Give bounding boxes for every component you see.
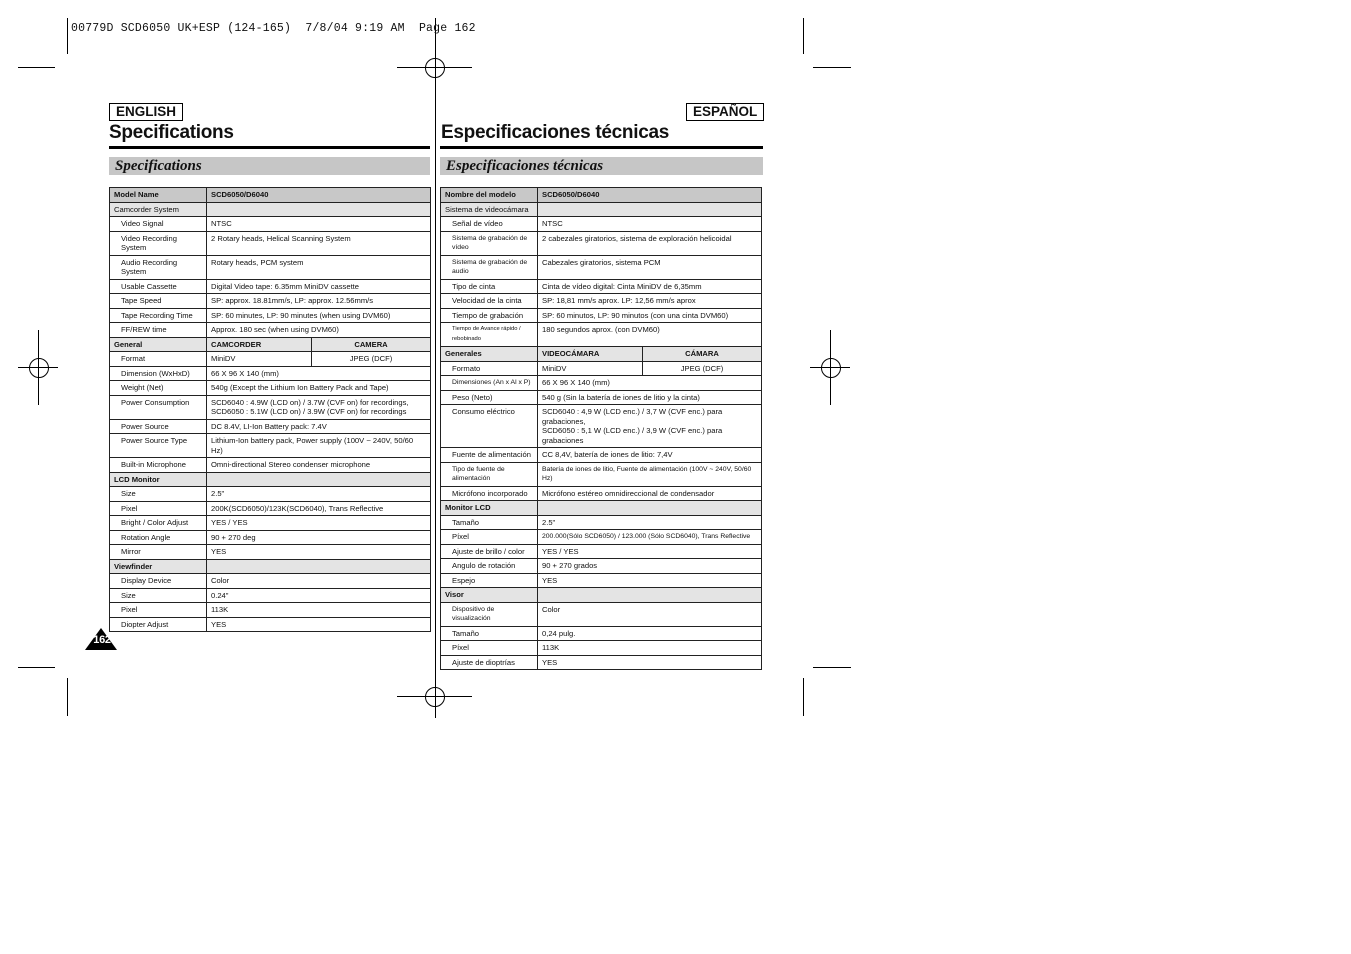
- table-row: [441, 279, 762, 294]
- spec-label: Píxel: [441, 530, 538, 545]
- registration-target: [810, 367, 850, 368]
- crop-mark: [813, 67, 851, 68]
- spec-value: Cinta de vídeo digital: Cinta MiniDV de 6,35mm: [538, 279, 762, 294]
- spec-label: Video Recording System: [110, 231, 207, 255]
- spec-label: Video Signal: [110, 217, 207, 232]
- registration-target: [397, 696, 472, 697]
- table-row: [110, 231, 431, 255]
- spec-label: Size: [110, 487, 207, 502]
- spec-value: 0,24 pulg.: [538, 626, 762, 641]
- spec-value: YES: [538, 573, 762, 588]
- crop-mark: [18, 667, 55, 668]
- spec-label: Formato: [441, 361, 538, 376]
- spec-label: Pixel: [110, 501, 207, 516]
- crop-mark: [18, 67, 55, 68]
- spec-table-english: [109, 187, 431, 632]
- section-bar-english: [109, 157, 430, 175]
- table-row: [110, 530, 431, 545]
- spec-label: Weight (Net): [110, 381, 207, 396]
- table-row: [110, 516, 431, 531]
- table-row: [441, 462, 762, 486]
- spec-value: 90 + 270 grados: [538, 559, 762, 574]
- table-row: [441, 308, 762, 323]
- spec-value: 200.000(Sólo SCD6050) / 123.000 (Sólo SCD6040), Trans Reflective: [538, 530, 762, 545]
- table-group-row: [110, 202, 431, 217]
- registration-target: [425, 58, 445, 78]
- registration-target: [425, 687, 445, 707]
- spec-value: [538, 405, 762, 448]
- spec-value: JPEG (DCF): [312, 352, 431, 367]
- spec-value: MiniDV: [538, 361, 643, 376]
- subcolumn-header: CÁMARA: [643, 347, 762, 362]
- spec-label: Ajuste de brillo / color: [441, 544, 538, 559]
- spec-label: Sistema de grabación de audio: [441, 255, 538, 279]
- spec-label: Espejo: [441, 573, 538, 588]
- crop-mark: [67, 18, 68, 54]
- spec-value: 113K: [207, 603, 431, 618]
- group-label: Generales: [441, 347, 538, 362]
- spec-label: Power Source Type: [110, 434, 207, 458]
- spec-label: Bright / Color Adjust: [110, 516, 207, 531]
- table-row: [110, 545, 431, 560]
- table-row: [110, 419, 431, 434]
- table-group-row: [441, 347, 762, 362]
- spec-value: MiniDV: [207, 352, 312, 367]
- registration-target: [821, 358, 841, 378]
- spec-label: Display Device: [110, 574, 207, 589]
- table-row: [441, 323, 762, 347]
- language-tag-english: ENGLISH: [109, 103, 183, 121]
- spec-value: CC 8,4V, batería de iones de litio: 7,4V: [538, 448, 762, 463]
- spec-label: Format: [110, 352, 207, 367]
- spec-label: Tipo de fuente de alimentación: [441, 462, 538, 486]
- table-header-row: [110, 188, 431, 203]
- spec-value: Digital Video tape: 6.35mm MiniDV cassette: [207, 279, 431, 294]
- group-value: [538, 588, 762, 603]
- subcolumn-header: CAMCORDER: [207, 337, 312, 352]
- table-row: [110, 366, 431, 381]
- spec-value: 66 X 96 X 140 (mm): [207, 366, 431, 381]
- registration-target: [397, 67, 472, 68]
- crop-mark: [803, 18, 804, 54]
- crop-mark: [67, 678, 68, 716]
- group-label: Sistema de videocámara: [441, 202, 538, 217]
- spec-label: Mirror: [110, 545, 207, 560]
- table-row: [110, 279, 431, 294]
- spec-value: SP: approx. 18.81mm/s, LP: approx. 12.56mm/s: [207, 294, 431, 309]
- table-group-row: [110, 472, 431, 487]
- table-row: [441, 217, 762, 232]
- spec-value: Rotary heads, PCM system: [207, 255, 431, 279]
- spec-value: 66 X 96 X 140 (mm): [538, 376, 762, 391]
- spec-label: Rotation Angle: [110, 530, 207, 545]
- spec-label: Dispositivo de visualización: [441, 602, 538, 626]
- table-row: [110, 617, 431, 632]
- spec-value: SP: 18,81 mm/s aprox. LP: 12,56 mm/s aprox: [538, 294, 762, 309]
- title-rule: [440, 146, 763, 149]
- table-row: [110, 487, 431, 502]
- spec-value: YES / YES: [207, 516, 431, 531]
- table-row: [110, 434, 431, 458]
- spec-label: Consumo eléctrico: [441, 405, 538, 448]
- spec-value: Approx. 180 sec (when using DVM60): [207, 323, 431, 338]
- group-value: [207, 472, 431, 487]
- spec-label: Size: [110, 588, 207, 603]
- spec-label: FF/REW time: [110, 323, 207, 338]
- spec-value: [207, 395, 431, 419]
- subcolumn-header: CAMERA: [312, 337, 431, 352]
- table-group-row: [110, 559, 431, 574]
- spec-label: Tape Recording Time: [110, 308, 207, 323]
- group-label: General: [110, 337, 207, 352]
- table-row: [110, 458, 431, 473]
- column-header: SCD6050/D6040: [538, 188, 762, 203]
- spec-label: Pixel: [110, 603, 207, 618]
- spec-label: Power Source: [110, 419, 207, 434]
- spec-label: Tamaño: [441, 515, 538, 530]
- spec-value: Omni-directional Stereo condenser microphone: [207, 458, 431, 473]
- registration-target: [18, 367, 58, 368]
- registration-target: [29, 358, 49, 378]
- table-row: [441, 626, 762, 641]
- spec-value: NTSC: [538, 217, 762, 232]
- spec-value: DC 8.4V, LI-Ion Battery pack: 7.4V: [207, 419, 431, 434]
- spec-value: Color: [207, 574, 431, 589]
- spec-value: Micrófono estéreo omnidireccional de condensador: [538, 486, 762, 501]
- group-label: Monitor LCD: [441, 501, 538, 516]
- spec-value: YES: [538, 655, 762, 670]
- table-header-row: [441, 188, 762, 203]
- spec-label: Dimensiones (An x Al x P): [441, 376, 538, 391]
- title-rule: [109, 146, 430, 149]
- table-row: [441, 376, 762, 391]
- spec-value: Color: [538, 602, 762, 626]
- spec-label: Usable Cassette: [110, 279, 207, 294]
- table-row: [441, 361, 762, 376]
- page-number: 162: [93, 634, 111, 646]
- spec-label: Píxel: [441, 641, 538, 656]
- spec-value: YES: [207, 545, 431, 560]
- spec-value: SP: 60 minutes, LP: 90 minutes (when using DVM60): [207, 308, 431, 323]
- group-value: [207, 202, 431, 217]
- table-row: [441, 405, 762, 448]
- spec-label: Dimension (WxHxD): [110, 366, 207, 381]
- page-title-english: Specifications: [109, 122, 234, 143]
- spec-value: Lithium-Ion battery pack, Power supply (100V ~ 240V, 50/60 Hz): [207, 434, 431, 458]
- table-row: [441, 573, 762, 588]
- table-row: [441, 231, 762, 255]
- table-group-row: [441, 588, 762, 603]
- section-title-english: Specifications: [115, 158, 202, 174]
- spec-label: Micrófono incorporado: [441, 486, 538, 501]
- table-row: [441, 294, 762, 309]
- table-row: [110, 603, 431, 618]
- spec-label: Fuente de alimentación: [441, 448, 538, 463]
- spec-label: Tape Speed: [110, 294, 207, 309]
- spec-value: Cabezales giratorios, sistema PCM: [538, 255, 762, 279]
- spec-value: 180 segundos aprox. (con DVM60): [538, 323, 762, 347]
- table-row: [441, 559, 762, 574]
- spec-label: Power Consumption: [110, 395, 207, 419]
- crop-mark: [813, 667, 851, 668]
- subcolumn-header: VIDEOCÁMARA: [538, 347, 643, 362]
- table-row: [110, 574, 431, 589]
- spec-value: 540 g (Sin la batería de iones de litio y la cinta): [538, 390, 762, 405]
- table-row: [441, 390, 762, 405]
- spec-value: 2.5": [538, 515, 762, 530]
- spec-value: SP: 60 minutos, LP: 90 minutos (con una cinta DVM60): [538, 308, 762, 323]
- group-label: LCD Monitor: [110, 472, 207, 487]
- group-value: [538, 501, 762, 516]
- table-row: [441, 448, 762, 463]
- spec-label: Built-in Microphone: [110, 458, 207, 473]
- spec-value: 0.24": [207, 588, 431, 603]
- group-value: [207, 559, 431, 574]
- spec-value: 200K(SCD6050)/123K(SCD6040), Trans Reflective: [207, 501, 431, 516]
- spec-value: NTSC: [207, 217, 431, 232]
- spec-label: Señal de vídeo: [441, 217, 538, 232]
- spec-value: 113K: [538, 641, 762, 656]
- spec-label: Tipo de cinta: [441, 279, 538, 294]
- spec-label: Diopter Adjust: [110, 617, 207, 632]
- table-row: [110, 501, 431, 516]
- spec-table-spanish: [440, 187, 762, 670]
- spec-label: Ajuste de dioptrías: [441, 655, 538, 670]
- table-row: [441, 655, 762, 670]
- spec-value: JPEG (DCF): [643, 361, 762, 376]
- spec-label: Audio Recording System: [110, 255, 207, 279]
- group-value: [538, 202, 762, 217]
- spec-value-line: SCD6050 : 5,1 W (LCD enc.) / 3,9 W (CVF enc.) para grabaciones: [542, 426, 723, 445]
- spec-value-line: SCD6050 : 5.1W (LCD on) / 3.9W (CVF on) for recordings: [211, 407, 407, 416]
- table-row: [110, 352, 431, 367]
- spec-value: 540g (Except the Lithium Ion Battery Pack and Tape): [207, 381, 431, 396]
- spec-value: YES / YES: [538, 544, 762, 559]
- spec-label: Sistema de grabación de vídeo: [441, 231, 538, 255]
- language-tag-spanish: ESPAÑOL: [686, 103, 764, 121]
- table-group-row: [441, 202, 762, 217]
- column-header: Nombre del modelo: [441, 188, 538, 203]
- table-group-row: [110, 337, 431, 352]
- spec-label: Angulo de rotación: [441, 559, 538, 574]
- table-row: [441, 486, 762, 501]
- spec-value: YES: [207, 617, 431, 632]
- table-row: [441, 602, 762, 626]
- spec-value: 90 + 270 deg: [207, 530, 431, 545]
- table-row: [441, 255, 762, 279]
- table-row: [110, 294, 431, 309]
- table-row: [110, 395, 431, 419]
- fold-line: [435, 18, 436, 718]
- table-row: [110, 381, 431, 396]
- table-row: [110, 323, 431, 338]
- table-row: [110, 308, 431, 323]
- spec-value: 2 Rotary heads, Helical Scanning System: [207, 231, 431, 255]
- spec-label: Tiempo de grabación: [441, 308, 538, 323]
- spec-value: 2.5": [207, 487, 431, 502]
- print-slug: 00779D SCD6050 UK+ESP (124-165) 7/8/04 9:19 AM Page 162: [71, 22, 476, 35]
- page-title-spanish: Especificaciones técnicas: [441, 122, 670, 143]
- section-bar-spanish: [440, 157, 763, 175]
- table-group-row: [441, 501, 762, 516]
- group-label: Visor: [441, 588, 538, 603]
- spec-label: Tamaño: [441, 626, 538, 641]
- group-label: Camcorder System: [110, 202, 207, 217]
- group-label: Viewfinder: [110, 559, 207, 574]
- table-row: [441, 515, 762, 530]
- spec-value-line: SCD6040 : 4.9W (LCD on) / 3.7W (CVF on) for recordings,: [211, 397, 409, 407]
- column-header: Model Name: [110, 188, 207, 203]
- crop-mark: [803, 678, 804, 716]
- spec-label: Velocidad de la cinta: [441, 294, 538, 309]
- spec-label: Peso (Neto): [441, 390, 538, 405]
- table-row: [441, 530, 762, 545]
- table-row: [441, 641, 762, 656]
- table-row: [110, 588, 431, 603]
- section-title-spanish: Especificaciones técnicas: [446, 158, 604, 174]
- table-row: [110, 217, 431, 232]
- table-row: [441, 544, 762, 559]
- spec-value: Batería de iones de litio, Fuente de alimentación (100V ~ 240V, 50/60 Hz): [538, 462, 762, 486]
- spec-label: Tiempo de Avance rápido / rebobinado: [441, 323, 538, 347]
- column-header: SCD6050/D6040: [207, 188, 431, 203]
- spec-value-line: SCD6040 : 4,9 W (LCD enc.) / 3,7 W (CVF enc.) para grabaciones,: [542, 407, 723, 426]
- table-row: [110, 255, 431, 279]
- spec-value: 2 cabezales giratorios, sistema de exploración helicoidal: [538, 231, 762, 255]
